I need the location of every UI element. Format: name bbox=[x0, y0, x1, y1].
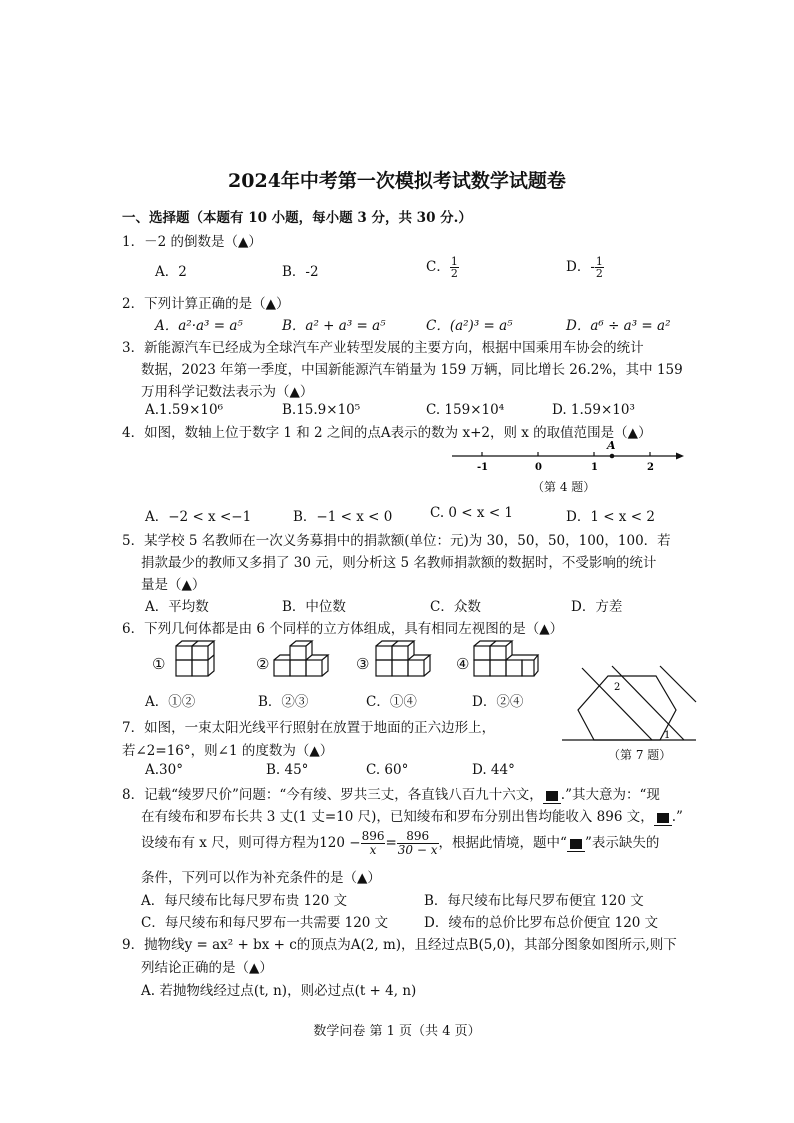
q1-option-a: A．2 bbox=[155, 264, 187, 280]
q8-blank-3 bbox=[567, 835, 585, 852]
q4-option-c: C. 0 < x < 1 bbox=[430, 505, 514, 521]
q8-line1-tail: .”其大意为：“现 bbox=[560, 787, 660, 803]
q8-option-a: A．每尺绫布比每尺罗布贵 120 文 bbox=[141, 893, 348, 909]
q8-line2-text: 在有绫布和罗布长共 3 丈(1 丈=10 尺)，已知绫布和罗布分别出售均能收入 896 文， bbox=[141, 809, 654, 825]
q8-line3-text: 设绫布有 x 尺，则可得方程为120 − bbox=[141, 835, 361, 851]
q7-caption: （第 7 题） bbox=[608, 748, 672, 762]
q1-option-b: B．-2 bbox=[282, 264, 319, 280]
angle-2-label: 2 bbox=[614, 682, 621, 693]
q8-line2 bbox=[141, 805, 683, 826]
missing-condition-box bbox=[657, 813, 669, 823]
q3-line2: 数据，2023 年第一季度，中国新能源汽车销量为 159 万辆，同比增长 26.2%，其中 159 bbox=[141, 362, 683, 378]
hexagon bbox=[578, 676, 676, 740]
q2-stem: 2．下列计算正确的是（▲） bbox=[122, 296, 290, 312]
q6-fig2-label: ② bbox=[256, 655, 270, 673]
frac-num: 896 bbox=[361, 829, 385, 843]
q7-line2: 若∠2=16°，则∠1 的度数为（▲） bbox=[122, 743, 334, 759]
q5-option-b: B．中位数 bbox=[282, 599, 346, 615]
q4-option-a: A．−2 < x <−1 bbox=[145, 509, 252, 525]
frac-num: 896 bbox=[397, 830, 439, 844]
q6-figure-3 bbox=[374, 640, 436, 682]
q9-line1: 9．抛物线y = ax² + bx + c的顶点为A(2, m)，且经过点B(5,0)，其部分图象如图所示,则下 bbox=[122, 937, 677, 953]
q1-option-c-fraction bbox=[450, 256, 459, 279]
q6-fig3-label: ③ bbox=[356, 655, 370, 673]
q2-option-a: A．a²·a³ = a⁵ bbox=[155, 318, 243, 334]
q8-line3 bbox=[141, 830, 659, 857]
q6-option-b: B．②③ bbox=[258, 694, 309, 710]
q7-option-c: C. 60° bbox=[366, 762, 409, 778]
q9-line2: 列结论正确的是（▲） bbox=[141, 960, 273, 976]
q8-option-c: C．每尺绫布和每尺罗布一共需要 120 文 bbox=[141, 915, 389, 931]
q8-blank-2 bbox=[654, 809, 672, 826]
q6-option-a: A．①② bbox=[145, 694, 196, 710]
tick-label-2: 2 bbox=[647, 462, 654, 473]
q5-option-c: C．众数 bbox=[430, 599, 481, 615]
q3-line3: 万用科学记数法表示为（▲） bbox=[141, 384, 314, 400]
q3-option-d: D. 1.59×10³ bbox=[552, 402, 635, 418]
tick-label-1: 1 bbox=[591, 462, 598, 473]
q5-option-a: A．平均数 bbox=[145, 599, 209, 615]
sun-ray-2 bbox=[612, 666, 684, 740]
q2-option-c: C．(a²)³ = a⁵ bbox=[426, 318, 513, 334]
q3-option-a: A.1.59×10⁶ bbox=[145, 402, 224, 418]
q8-option-d: D．绫布的总价比罗布总价便宜 120 文 bbox=[424, 915, 659, 931]
q3-option-b: B.15.9×10⁵ bbox=[282, 402, 361, 418]
q8-line3-mid: ，根据此情境，题中“ bbox=[438, 835, 567, 851]
q6-fig4-label: ④ bbox=[456, 655, 470, 673]
q1-stem: 1．－2 的倒数是（▲） bbox=[122, 234, 262, 250]
q1-option-d-label: D．- bbox=[566, 259, 595, 275]
frac-den: 30 − x bbox=[397, 843, 438, 857]
frac-den: 2 bbox=[450, 267, 458, 280]
q4-option-b: B．−1 < x < 0 bbox=[293, 509, 393, 525]
q2-option-d: D．a⁶ ÷ a³ = a² bbox=[566, 318, 671, 334]
q8-fraction-2 bbox=[397, 830, 439, 857]
frac-den: 2 bbox=[595, 267, 603, 280]
q6-figure-4 bbox=[472, 640, 542, 682]
q9-option-a: A. 若抛物线经过点(t, n)，则必过点(t + 4, n) bbox=[141, 983, 417, 999]
q5-option-d: D．方差 bbox=[571, 599, 623, 615]
q6-stem: 6．下列几何体都是由 6 个同样的立方体组成，具有相同左视图的是（▲） bbox=[122, 621, 564, 637]
q5-line2: 捐款最少的教师又多捐了 30 元，则分析这 5 名教师捐款额的数据时，不受影响的统计 bbox=[141, 555, 657, 571]
q8-line4: 条件，下列可以作为补充条件的是（▲） bbox=[141, 870, 381, 886]
section-heading: 一、选择题（本题有 10 小题，每小题 3 分，共 30 分.） bbox=[122, 210, 472, 226]
q2-option-b: B．a² + a³ = a⁵ bbox=[282, 318, 386, 334]
page-footer: 数学问卷 第 1 页（共 4 页） bbox=[313, 1024, 481, 1039]
angle-1-label: 1 bbox=[664, 730, 671, 741]
missing-condition-box bbox=[570, 839, 582, 849]
frac-num: 1 bbox=[450, 255, 458, 268]
q4-option-d: D．1 < x < 2 bbox=[566, 509, 655, 525]
q7-option-d: D. 44° bbox=[472, 762, 515, 778]
q3-line1: 3．新能源汽车已经成为全球汽车产业转型发展的主要方向，根据中国乘用车协会的统计 bbox=[122, 340, 644, 356]
q1-option-c bbox=[426, 255, 459, 279]
q8-line1 bbox=[122, 783, 660, 804]
q8-line3-tail: ”表示缺失的 bbox=[584, 835, 660, 851]
q5-line3: 量是（▲） bbox=[141, 577, 206, 593]
sun-ray-3 bbox=[660, 666, 696, 702]
tick-label-neg1: -1 bbox=[477, 462, 489, 473]
q5-line1: 5．某学校 5 名教师在一次义务募捐中的捐款额(单位：元)为 30，50，50，100，100．若 bbox=[122, 533, 671, 549]
q7-option-a: A.30° bbox=[145, 762, 183, 778]
q8-equals: = bbox=[385, 835, 397, 851]
q6-option-c: C．①④ bbox=[366, 694, 417, 710]
q6-figure-2 bbox=[272, 640, 334, 682]
q8-fraction-1 bbox=[361, 830, 386, 857]
point-a-label: A bbox=[607, 439, 616, 452]
q8-line2-tail: .” bbox=[671, 809, 683, 825]
q1-option-d bbox=[566, 255, 604, 279]
missing-condition-box bbox=[546, 791, 558, 801]
q1-option-d-fraction bbox=[595, 256, 604, 279]
q7-line1: 7．如图，一束太阳光线平行照射在放置于地面的正六边形上， bbox=[122, 720, 496, 736]
q6-fig1-label: ① bbox=[152, 655, 166, 673]
q4-stem: 4．如图，数轴上位于数字 1 和 2 之间的点A表示的数为 x+2，则 x 的取值范围是（▲） bbox=[122, 425, 652, 441]
q6-option-d: D．②④ bbox=[472, 694, 524, 710]
axis-arrow bbox=[676, 453, 684, 460]
q8-option-b: B．每尺绫布比每尺罗布便宜 120 文 bbox=[424, 893, 644, 909]
tick-label-0: 0 bbox=[535, 462, 542, 473]
q1-option-c-label: C． bbox=[426, 259, 450, 275]
q7-hexagon-figure bbox=[560, 662, 700, 744]
q3-option-c: C. 159×10⁴ bbox=[426, 402, 505, 418]
q8-blank-1 bbox=[543, 787, 561, 804]
frac-num: 1 bbox=[595, 255, 603, 268]
q4-caption: （第 4 题） bbox=[532, 480, 596, 494]
sun-ray-1 bbox=[582, 668, 652, 740]
page-title: 2024年中考第一次模拟考试数学试题卷 bbox=[228, 170, 566, 192]
q8-line1-text: 8．记载“绫罗尺价”问题：“今有绫、罗共三丈，各直钱八百九十六文， bbox=[122, 787, 543, 803]
frac-den: x bbox=[369, 843, 377, 857]
point-a bbox=[610, 454, 615, 459]
q4-number-line bbox=[452, 436, 692, 476]
q6-figure-1 bbox=[172, 640, 222, 682]
q7-option-b: B. 45° bbox=[266, 762, 309, 778]
